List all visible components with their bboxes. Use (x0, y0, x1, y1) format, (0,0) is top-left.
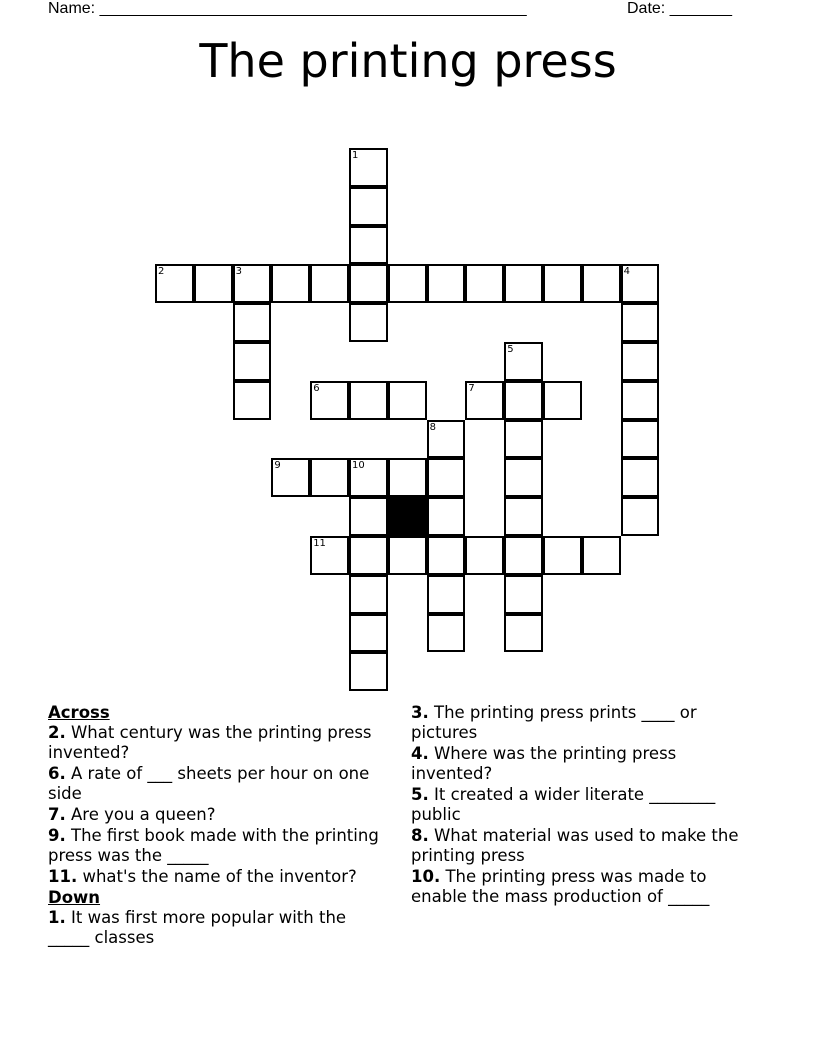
clue-num: 9. (48, 826, 66, 845)
grid-cell[interactable] (427, 614, 466, 653)
clue-num: 11. (48, 867, 78, 886)
grid-cell[interactable] (427, 420, 466, 459)
date-field[interactable]: Date: _______ (627, 0, 732, 17)
grid-cell[interactable] (388, 458, 427, 497)
clue-number: 6 (313, 382, 320, 394)
across-clue (48, 764, 383, 804)
grid-cell[interactable] (349, 226, 388, 265)
clue-num: 10. (411, 867, 441, 886)
grid-cell[interactable] (271, 264, 310, 303)
clues-left-column (48, 703, 383, 949)
grid-cell[interactable] (388, 536, 427, 575)
down-clue (411, 826, 746, 866)
name-field[interactable]: Name: ________________________________________________ (48, 0, 527, 17)
grid-cell[interactable] (349, 497, 388, 536)
grid-cell[interactable] (504, 458, 543, 497)
clue-text: What material was used to make the printing press (411, 826, 739, 865)
clue-text: It created a wider literate ________ public (411, 785, 716, 824)
clue-num: 3. (411, 703, 429, 722)
grid-cell[interactable] (427, 497, 466, 536)
grid-cell[interactable] (504, 497, 543, 536)
clue-number: 11 (313, 538, 326, 549)
grid-cell[interactable] (349, 458, 388, 497)
clue-number: 7 (468, 382, 475, 394)
grid-cell[interactable] (155, 264, 194, 303)
grid-cell[interactable] (310, 264, 349, 303)
grid-cell[interactable] (543, 264, 582, 303)
clue-text: A rate of ___ sheets per hour on one side (48, 764, 370, 803)
grid-cell[interactable] (504, 536, 543, 575)
grid-cell[interactable] (349, 614, 388, 653)
grid-cell[interactable] (621, 381, 660, 420)
down-clue (411, 867, 746, 907)
grid-cell[interactable] (310, 536, 349, 575)
grid-cell[interactable] (349, 536, 388, 575)
clue-number: 2 (158, 266, 165, 278)
clues-right-column (411, 703, 746, 908)
grid-cell[interactable] (543, 381, 582, 420)
page-title: The printing press (199, 34, 617, 88)
grid-cell[interactable] (504, 264, 543, 303)
grid-cell[interactable] (349, 652, 388, 691)
clue-number: 9 (274, 460, 281, 472)
across-clue (48, 805, 383, 825)
across-heading: Across (48, 703, 110, 722)
grid-cell[interactable] (349, 148, 388, 187)
grid-cell[interactable] (465, 536, 504, 575)
clue-text: what's the name of the inventor? (77, 867, 357, 886)
grid-cell[interactable] (427, 264, 466, 303)
clue-text: The printing press prints ____ or pictures (411, 703, 697, 742)
grid-cell[interactable] (388, 381, 427, 420)
grid-cell[interactable] (465, 381, 504, 420)
grid-cell[interactable] (621, 497, 660, 536)
clue-number: 4 (623, 266, 630, 278)
grid-cell[interactable] (349, 303, 388, 342)
down-clue (411, 785, 746, 825)
clue-num: 7. (48, 805, 66, 824)
grid-cell[interactable] (465, 264, 504, 303)
grid-cell[interactable] (427, 575, 466, 614)
grid-cell[interactable] (233, 303, 272, 342)
grid-cell[interactable] (388, 264, 427, 303)
clue-num: 4. (411, 744, 429, 763)
clue-num: 6. (48, 764, 66, 783)
grid-cell[interactable] (310, 381, 349, 420)
grid-cell[interactable] (621, 458, 660, 497)
down-clue (411, 703, 746, 743)
down-clue (411, 744, 746, 784)
grid-cell[interactable] (504, 342, 543, 381)
clue-text: Are you a queen? (65, 805, 216, 824)
clue-number: 10 (352, 460, 365, 472)
clue-number: 8 (429, 421, 436, 433)
clue-text: The first book made with the printing press was the _____ (48, 826, 379, 865)
clue-num: 5. (411, 785, 429, 804)
grid-cell[interactable] (504, 381, 543, 420)
grid-cell[interactable] (233, 381, 272, 420)
grid-cell[interactable] (233, 264, 272, 303)
down-heading: Down (48, 888, 101, 907)
clue-number: 3 (235, 266, 242, 278)
grid-cell[interactable] (504, 575, 543, 614)
clue-text: It was first more popular with the _____ classes (48, 908, 347, 947)
grid-cell[interactable] (349, 381, 388, 420)
grid-cell[interactable] (621, 264, 660, 303)
grid-cell[interactable] (504, 614, 543, 653)
clue-number: 5 (507, 344, 514, 355)
grid-cell[interactable] (349, 264, 388, 303)
grid-cell[interactable] (504, 420, 543, 459)
grid-cell[interactable] (194, 264, 233, 303)
grid-cell[interactable] (349, 575, 388, 614)
grid-cell[interactable] (427, 458, 466, 497)
grid-cell[interactable] (271, 458, 310, 497)
grid-cell[interactable] (310, 458, 349, 497)
clue-number: 1 (352, 150, 359, 161)
clue-num: 2. (48, 723, 66, 742)
down-clue (48, 908, 383, 948)
grid-cell[interactable] (582, 264, 621, 303)
grid-cell[interactable] (427, 536, 466, 575)
clue-num: 1. (48, 908, 66, 927)
clue-text: The printing press was made to enable the mass production of _____ (411, 867, 710, 906)
clue-num: 8. (411, 826, 429, 845)
black-cell (388, 497, 427, 536)
grid-cell[interactable] (543, 536, 582, 575)
grid-cell[interactable] (621, 303, 660, 342)
across-clue (48, 867, 383, 887)
grid-cell[interactable] (349, 187, 388, 226)
grid-cell[interactable] (582, 536, 621, 575)
clue-text: Where was the printing press invented? (411, 744, 677, 783)
grid-cell[interactable] (621, 342, 660, 381)
across-clue (48, 723, 383, 763)
grid-cell[interactable] (621, 420, 660, 459)
across-clue (48, 826, 383, 866)
clue-text: What century was the printing press invented? (48, 723, 372, 762)
grid-cell[interactable] (233, 342, 272, 381)
